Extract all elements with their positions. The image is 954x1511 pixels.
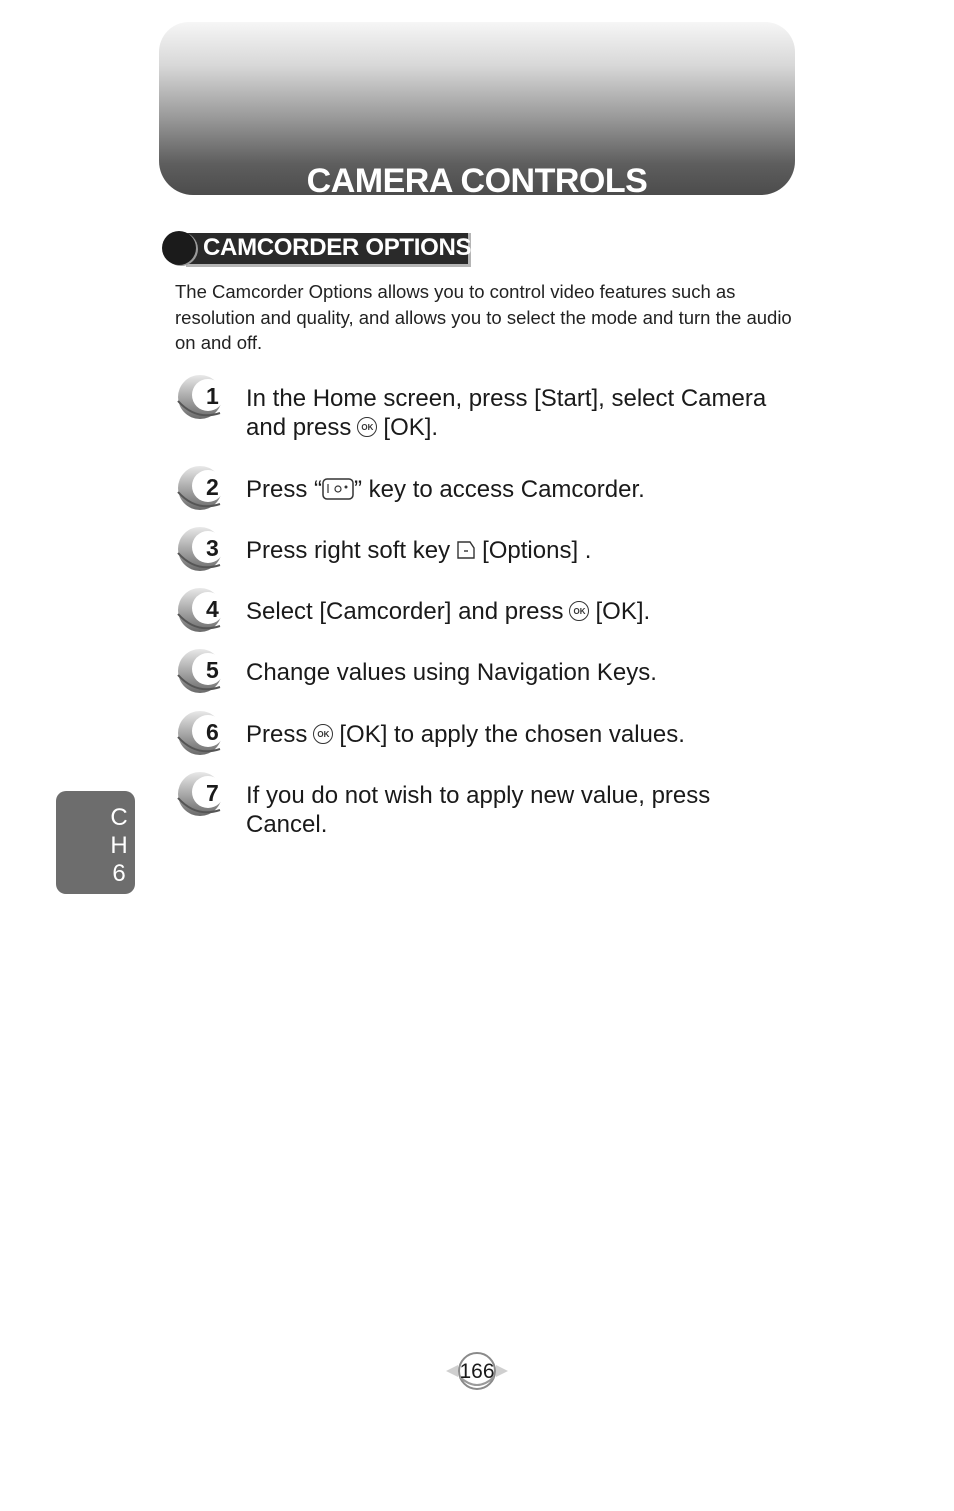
step-text-line2-b: [OK]. [383, 414, 439, 441]
chapter-letter-c: C [110, 804, 128, 831]
step-number: 5 [206, 657, 219, 683]
step-number: 7 [206, 780, 219, 806]
chapter-header-banner [159, 22, 795, 200]
step-text [246, 781, 806, 839]
page-number: 166 [459, 1360, 495, 1383]
chapter-label [108, 804, 130, 888]
step-text-line1: If you do not wish to apply new value, press [246, 782, 711, 809]
right-soft-key-icon [456, 540, 476, 560]
step-badge-icon [176, 466, 232, 512]
step-text-b: ” key to access Camcorder. [354, 476, 645, 503]
step-text-b: [OK]. [595, 598, 651, 625]
step-badge-icon [176, 588, 232, 634]
step-text-line2: Cancel. [246, 811, 328, 838]
step-text-a: Press “ [246, 476, 323, 503]
step-number: 6 [206, 719, 219, 745]
step-text [246, 597, 806, 626]
step-text-b: [Options] . [482, 537, 592, 564]
step-text-b: [OK] to apply the chosen values. [339, 721, 685, 748]
step-badge-icon [176, 527, 232, 573]
step-badge-icon [176, 772, 232, 818]
step-text-line2-a: and press [246, 414, 352, 441]
step-text [246, 384, 806, 442]
step-text-a: Press right soft key [246, 537, 451, 564]
page-title: CAMERA CONTROLS [306, 162, 648, 200]
chapter-letter-h: H [110, 832, 128, 859]
page-number-badge [444, 1351, 510, 1391]
step-text [246, 475, 806, 504]
step-number: 1 [206, 383, 219, 409]
section-title: CAMCORDER OPTIONS [203, 234, 472, 261]
step-text [246, 720, 806, 749]
step-text-line1: In the Home screen, press [Start], select Camera [246, 385, 767, 412]
step-number: 4 [206, 596, 219, 622]
step-text-a: Press [246, 721, 308, 748]
step-badge-icon [176, 711, 232, 757]
section-bullet-icon [162, 231, 196, 265]
step-text [246, 536, 806, 565]
step-text-a: Change values using Navigation Keys. [246, 659, 657, 686]
ok-key-icon: OK [357, 417, 377, 437]
step-number: 3 [206, 535, 219, 561]
camera-key-icon [322, 478, 354, 500]
ok-key-icon: OK [569, 601, 589, 621]
step-text-a: Select [Camcorder] and press [246, 598, 564, 625]
step-badge-icon [176, 375, 232, 421]
step-badge-icon [176, 649, 232, 695]
intro-paragraph: The Camcorder Options allows you to control video features such as resolution and quality, and allows you to select the mode and turn the audio on and off. [175, 281, 792, 353]
chapter-number: 6 [112, 860, 126, 887]
step-number: 2 [206, 474, 219, 500]
section-heading [162, 231, 472, 267]
ok-key-icon: OK [313, 724, 333, 744]
step-text [246, 658, 806, 687]
